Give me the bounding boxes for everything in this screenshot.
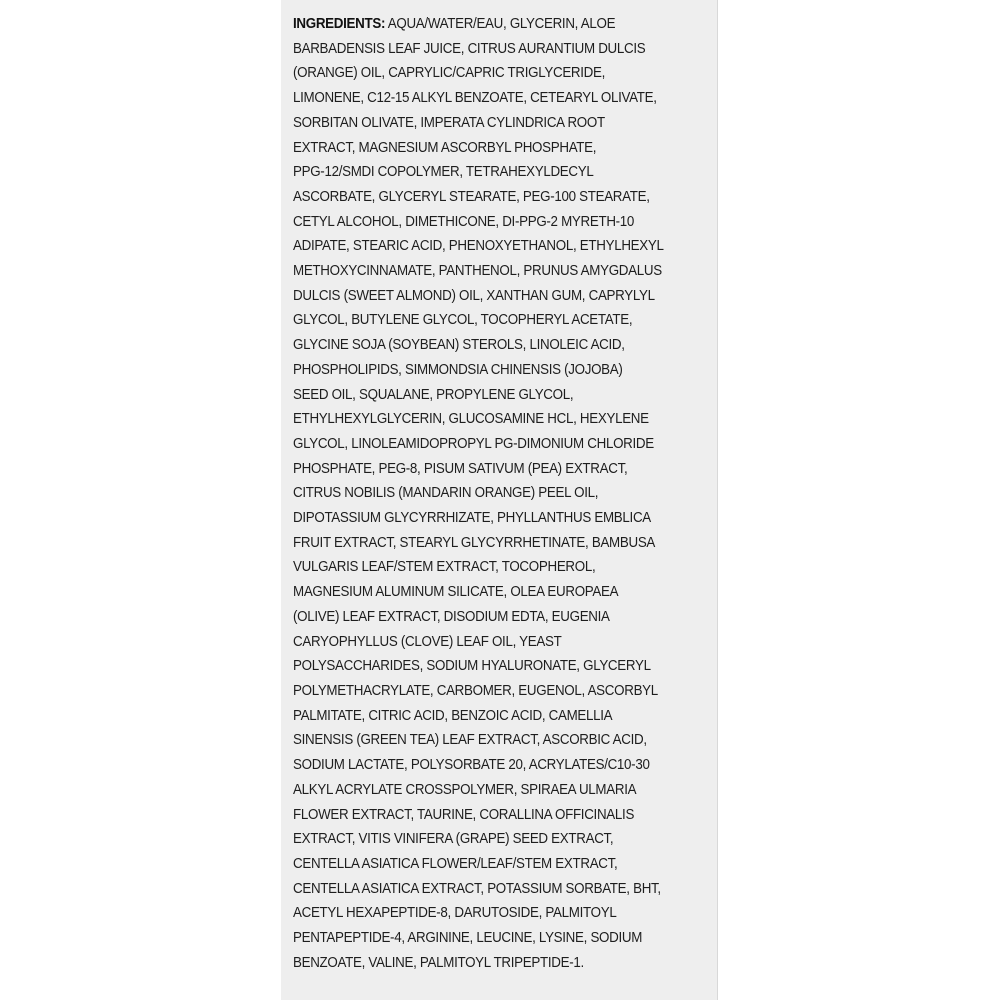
ingredient-line: POLYMETHACRYLATE, CARBOMER, EUGENOL, ASCORBYL [293,681,658,699]
ingredient-line: PHOSPHATE, PEG-8, PISUM SATIVUM (PEA) EXTRACT, [293,459,628,477]
ingredient-line: MAGNESIUM ALUMINUM SILICATE, OLEA EUROPAEA [293,583,619,601]
ingredient-line: BENZOATE, VALINE, PALMITOYL TRIPEPTIDE-1. [293,953,584,971]
ingredient-line: PENTAPEPTIDE-4, ARGININE, LEUCINE, LYSINE, SODIUM [293,929,643,947]
ingredient-list [293,12,663,975]
ingredient-line: ASCORBATE, GLYCERYL STEARATE, PEG-100 STEARATE, [293,187,650,205]
ingredient-line-text: AQUA/WATER/EAU, GLYCERIN, ALOE [385,15,616,32]
ingredient-line: DIPOTASSIUM GLYCYRRHIZATE, PHYLLANTHUS EMBLICA [293,509,651,527]
ingredient-line: LIMONENE, C12-15 ALKYL BENZOATE, CETEARYL OLIVATE, [293,89,657,107]
ingredient-line: (ORANGE) OIL, CAPRYLIC/CAPRIC TRIGLYCERIDE, [293,64,606,82]
ingredient-line: VULGARIS LEAF/STEM EXTRACT, TOCOPHEROL, [293,558,596,576]
ingredient-line: METHOXYCINNAMATE, PANTHENOL, PRUNUS AMYGDALUS [293,262,662,280]
ingredient-line: ETHYLHEXYLGLYCERIN, GLUCOSAMINE HCL, HEXYLENE [293,410,649,428]
ingredient-line: (OLIVE) LEAF EXTRACT, DISODIUM EDTA, EUGENIA [293,607,610,625]
ingredient-line: CENTELLA ASIATICA FLOWER/LEAF/STEM EXTRACT, [293,854,618,872]
ingredient-line: BARBADENSIS LEAF JUICE, CITRUS AURANTIUM DULCIS [293,39,646,57]
ingredient-line: EXTRACT, VITIS VINIFERA (GRAPE) SEED EXTRACT, [293,830,614,848]
ingredient-line: CARYOPHYLLUS (CLOVE) LEAF OIL, YEAST [293,632,562,650]
ingredient-line: SODIUM LACTATE, POLYSORBATE 20, ACRYLATES/C10-30 [293,756,650,774]
ingredient-line: SORBITAN OLIVATE, IMPERATA CYLINDRICA ROOT [293,113,605,131]
ingredient-line: PPG-12/SMDI COPOLYMER, TETRAHEXYLDECYL [293,163,594,181]
ingredient-line: PALMITATE, CITRIC ACID, BENZOIC ACID, CAMELLIA [293,706,613,724]
ingredient-line: DULCIS (SWEET ALMOND) OIL, XANTHAN GUM, CAPRYLYL [293,286,655,304]
ingredient-line: GLYCOL, LINOLEAMIDOPROPYL PG-DIMONIUM CHLORIDE [293,434,654,452]
ingredient-line: ALKYL ACRYLATE CROSSPOLYMER, SPIRAEA ULMARIA [293,780,637,798]
ingredient-line: CITRUS NOBILIS (MANDARIN ORANGE) PEEL OIL, [293,484,599,502]
ingredient-line-first [293,12,663,37]
ingredient-line: ACETYL HEXAPEPTIDE-8, DARUTOSIDE, PALMITOYL [293,904,617,922]
ingredients-heading: INGREDIENTS: [293,15,386,32]
ingredient-line: SINENSIS (GREEN TEA) LEAF EXTRACT, ASCORBIC ACID, [293,731,647,749]
ingredient-line: CENTELLA ASIATICA EXTRACT, POTASSIUM SORBATE, BHT, [293,879,661,897]
ingredient-line: GLYCOL, BUTYLENE GLYCOL, TOCOPHERYL ACETATE, [293,311,633,329]
ingredient-line: GLYCINE SOJA (SOYBEAN) STEROLS, LINOLEIC ACID, [293,336,625,354]
ingredient-line: FRUIT EXTRACT, STEARYL GLYCYRRHETINATE, BAMBUSA [293,533,656,551]
ingredient-line: CETYL ALCOHOL, DIMETHICONE, DI-PPG-2 MYRETH-10 [293,212,635,230]
ingredient-line: ADIPATE, STEARIC ACID, PHENOXYETHANOL, ETHYLHEXYL [293,237,664,255]
ingredient-line: SEED OIL, SQUALANE, PROPYLENE GLYCOL, [293,385,574,403]
ingredient-line: EXTRACT, MAGNESIUM ASCORBYL PHOSPHATE, [293,138,597,156]
ingredient-line: POLYSACCHARIDES, SODIUM HYALURONATE, GLYCERYL [293,657,651,675]
ingredient-line: FLOWER EXTRACT, TAURINE, CORALLINA OFFICINALIS [293,805,635,823]
ingredient-line: PHOSPHOLIPIDS, SIMMONDSIA CHINENSIS (JOJOBA) [293,360,623,378]
